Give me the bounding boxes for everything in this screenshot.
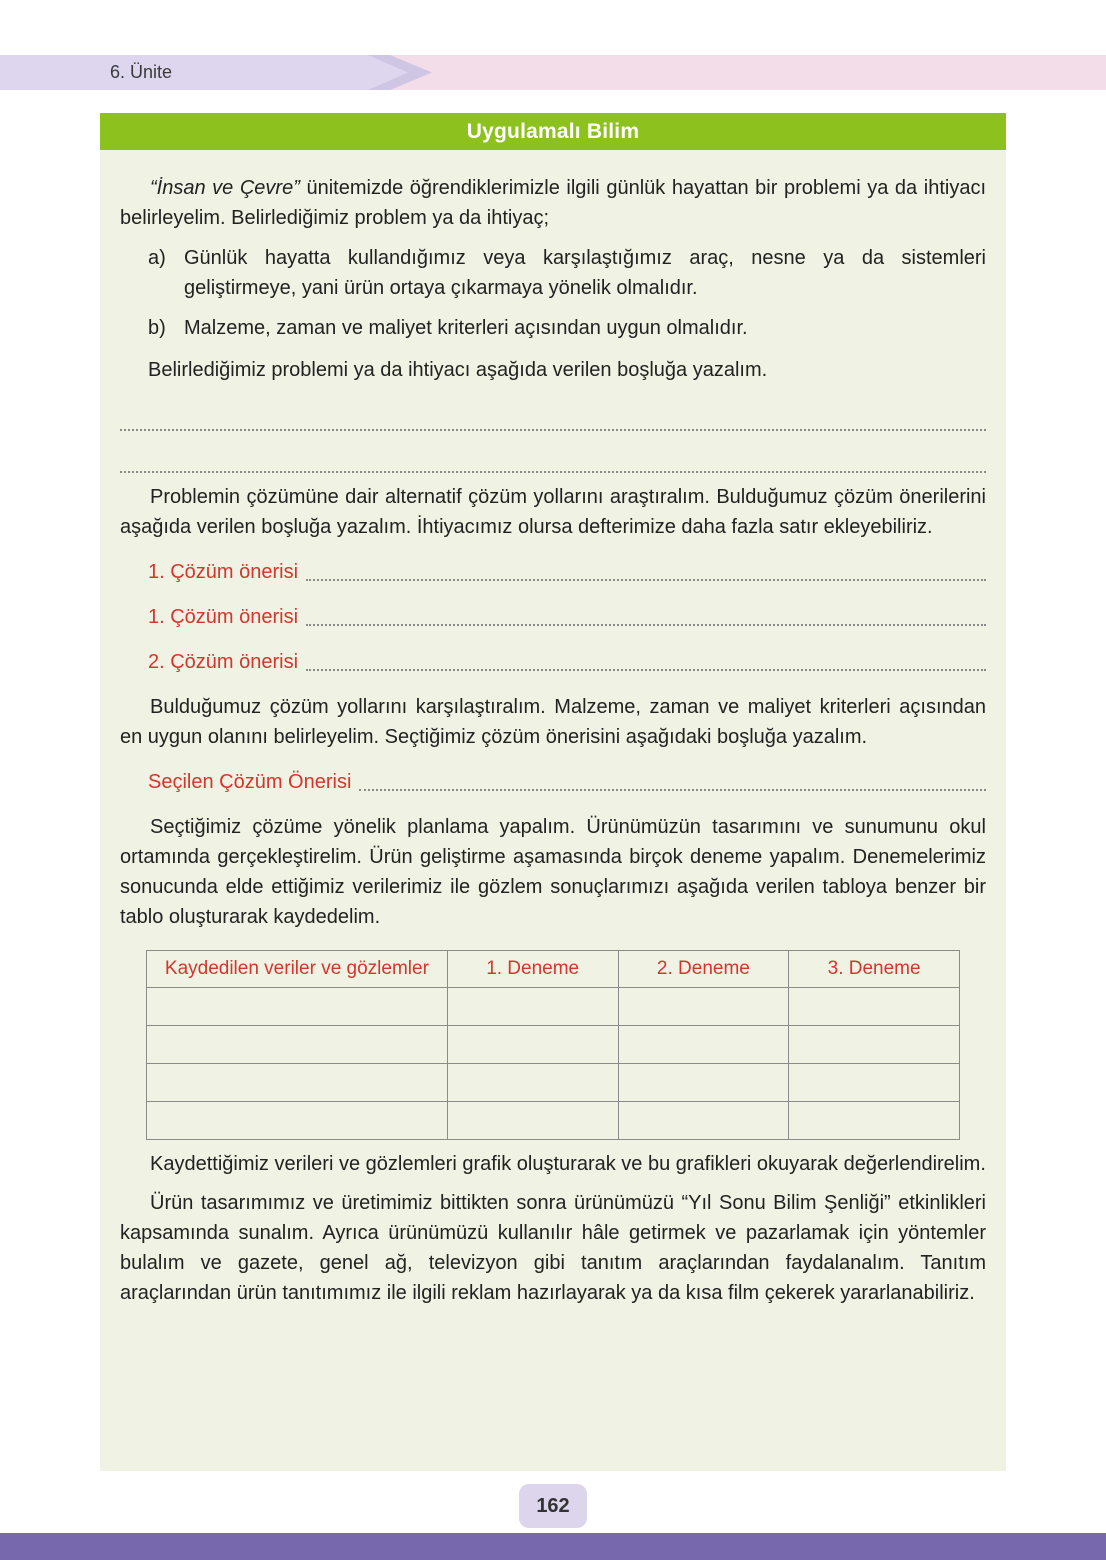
answer-blank-line-2	[120, 431, 986, 473]
solution-label-3: 2. Çözüm önerisi	[148, 651, 299, 673]
selected-solution-row	[120, 767, 986, 797]
list-text-b: Malzeme, zaman ve maliyet kriterleri açısından uygun olmalıdır.	[184, 317, 748, 339]
planning-paragraph: Seçtiğimiz çözüme yönelik planlama yapalım. Ürünümüzün tasarımını ve sunumunu okul ortamında gerçekleştirelim. Ürün geliştirme aşamasında birçok deneme yapalım. Denemelerimiz sonucunda elde ettiğimiz verilerimiz ile gözlem sonuçlarımızı aşağıda verilen tabloya benzer bir tablo oluşturarak kaydedelim.	[120, 816, 986, 928]
table-cell	[447, 1026, 618, 1064]
selected-solution-dotted-line	[359, 789, 986, 791]
intro-rest: ünitemizde öğrendiklerimizle ilgili günlük hayattan bir problemi ya da ihtiyacı belirleyelim. Belirlediğimiz problem ya da ihtiyaç;	[120, 177, 987, 229]
table-row	[147, 1064, 960, 1102]
table-header-trial-2: 2. Deneme	[618, 951, 789, 988]
table-cell	[618, 1064, 789, 1102]
solution-dotted-line-1	[306, 579, 986, 581]
table-header-data: Kaydedilen veriler ve gözlemler	[147, 951, 448, 988]
table-header-trial-3: 3. Deneme	[789, 951, 960, 988]
intro-paragraph	[120, 173, 986, 233]
solution-dotted-line-3	[306, 669, 986, 671]
section-title: Uygulamalı Bilim	[466, 119, 640, 143]
list-marker-b: b)	[148, 317, 166, 339]
unit-label: 6. Ünite	[110, 62, 173, 82]
list-text-a: Günlük hayatta kullandığımız veya karşılaştığımız araç, nesne ya da sistemleri geliştirmeye, yani ürün ortaya çıkarmaya yönelik olmalıdır.	[184, 247, 986, 299]
table-row	[147, 988, 960, 1026]
table-cell	[789, 1102, 960, 1140]
table-cell	[789, 1026, 960, 1064]
table-body	[147, 988, 960, 1140]
solution-dotted-line-2	[306, 624, 986, 626]
list-item-a	[148, 243, 986, 303]
solution-row-3	[120, 647, 986, 677]
table-cell	[447, 988, 618, 1026]
table-cell	[447, 1064, 618, 1102]
compare-paragraph: Bulduğumuz çözüm yollarını karşılaştıralım. Malzeme, zaman ve maliyet kriterleri açısından en uygun olanını belirleyelim. Seçtiğimiz çözüm önerisini aşağıdaki boşluğa yazalım.	[120, 696, 986, 748]
table-row	[147, 1102, 960, 1140]
solution-row-2	[120, 602, 986, 632]
table-cell	[147, 1102, 448, 1140]
write-prompt: Belirlediğimiz problemi ya da ihtiyacı aşağıda verilen boşluğa yazalım.	[148, 359, 768, 381]
table-cell	[789, 988, 960, 1026]
answer-blank-line-1	[120, 389, 986, 431]
page-number-badge: 162	[519, 1484, 587, 1528]
unit-band-arrow	[0, 55, 408, 90]
table-header-trial-1: 1. Deneme	[447, 951, 618, 988]
table-cell	[447, 1102, 618, 1140]
worksheet-body	[100, 150, 1006, 1308]
final-paragraph: Ürün tasarımımız ve üretimimiz bittikten sonra ürünümüzü “Yıl Sonu Bilim Şenliği” etkinlikleri kapsamında sunalım. Ayrıca ürünümüzü kullanılır hâle getirmek ve pazarlamak için yöntemler bulalım ve gazete, genel ağ, televizyon gibi tanıtım araçlarından faydalanalım. Tanıtım araçlarından ürün tanıtımımız ile ilgili reklam hazırlayarak ya da kısa film çekerek yararlanabiliriz.	[120, 1192, 986, 1304]
footer-bar	[0, 1533, 1106, 1560]
solution-label-1: 1. Çözüm önerisi	[148, 561, 299, 583]
table-cell	[618, 1102, 789, 1140]
table-cell	[618, 988, 789, 1026]
solutions-paragraph: Problemin çözümüne dair alternatif çözüm yollarını araştıralım. Bulduğumuz çözüm önerilerini aşağıda verilen boşluğa yazalım. İhtiyacımız olursa defterimize daha fazla satır ekleyebiliriz.	[120, 486, 986, 538]
table-cell	[618, 1026, 789, 1064]
graph-paragraph: Kaydettiğimiz verileri ve gözlemleri grafik oluşturarak ve bu grafikleri okuyarak değerlendirelim.	[150, 1153, 986, 1175]
intro-quote: “İnsan ve Çevre”	[150, 177, 300, 199]
selected-solution-label: Seçilen Çözüm Önerisi	[148, 771, 352, 793]
list-item-b	[148, 313, 986, 343]
solution-row-1	[120, 557, 986, 587]
table-cell	[789, 1064, 960, 1102]
list-marker-a: a)	[148, 247, 166, 269]
table-cell	[147, 988, 448, 1026]
worksheet	[100, 113, 1006, 1471]
solution-label-2: 1. Çözüm önerisi	[148, 606, 299, 628]
table-header-row	[147, 951, 960, 988]
section-header	[100, 113, 1006, 150]
table-cell	[147, 1064, 448, 1102]
table-cell	[147, 1026, 448, 1064]
data-table	[146, 950, 960, 1140]
table-row	[147, 1026, 960, 1064]
